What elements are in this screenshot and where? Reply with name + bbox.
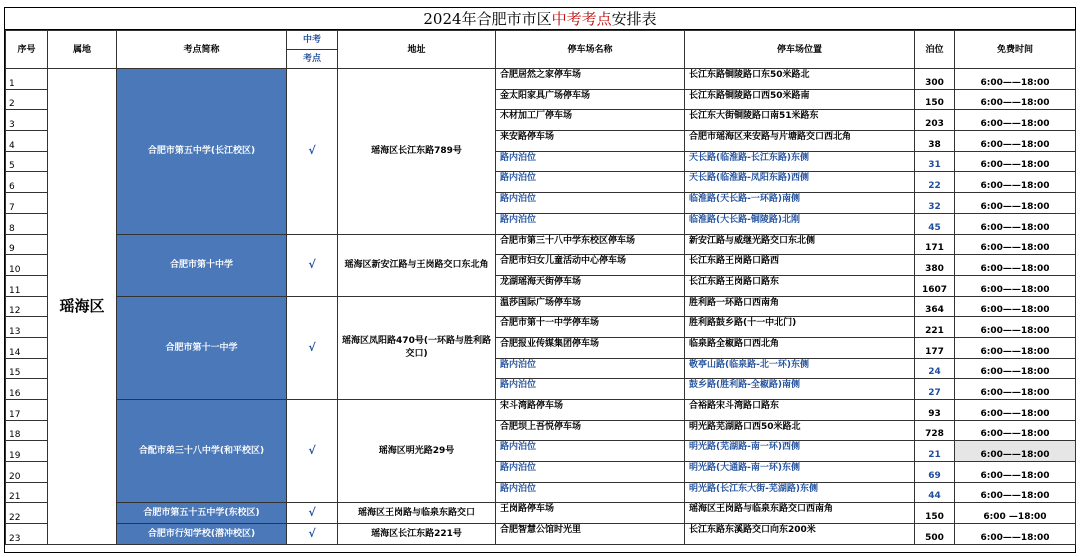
- header-seq: 序号: [6, 31, 48, 69]
- parking-name: 路内泊位: [496, 172, 685, 193]
- parking-location: 临泉路全椒路口西北角: [685, 337, 915, 358]
- district-cell: 瑶海区: [48, 69, 117, 545]
- free-time: 6:00——18:00: [955, 213, 1076, 234]
- row-number: 15: [6, 358, 48, 379]
- row-number: 20: [6, 462, 48, 483]
- free-time: 6:00——18:00: [955, 275, 1076, 296]
- free-time: 6:00——18:00: [955, 379, 1076, 400]
- free-time: 6:00——18:00: [955, 337, 1076, 358]
- free-time: 6:00——18:00: [955, 255, 1076, 276]
- row-number: 8: [6, 213, 48, 234]
- parking-spaces: 69: [915, 462, 955, 483]
- free-time: 6:00——18:00: [955, 151, 1076, 172]
- parking-name: 合肥报业传媒集团停车场: [496, 337, 685, 358]
- free-time: 6:00——18:00: [955, 131, 1076, 152]
- parking-name: 路内泊位: [496, 482, 685, 503]
- table-row: [6, 234, 1076, 255]
- parking-spaces: 1607: [915, 275, 955, 296]
- parking-spaces: 38: [915, 131, 955, 152]
- parking-location: 长江东路东溪路交口向东200米: [685, 524, 915, 545]
- schedule-sheet: [4, 7, 1076, 553]
- parking-location: 天长路(临淮路-凤阳东路)西侧: [685, 172, 915, 193]
- parking-location: 明光路(大通路-南一环)东侧: [685, 462, 915, 483]
- free-time: 6:00——18:00: [955, 482, 1076, 503]
- exam-site-check: √: [287, 503, 338, 524]
- parking-name: 合肥市第三十八中学东校区停车场: [496, 234, 685, 255]
- free-time: 6:00——18:00: [955, 234, 1076, 255]
- exam-site-check: √: [287, 69, 338, 235]
- free-time: 6:00——18:00: [955, 89, 1076, 110]
- parking-spaces: 500: [915, 524, 955, 545]
- parking-location: 鼓乡路(胜利路-全椒路)南侧: [685, 379, 915, 400]
- row-number: 16: [6, 379, 48, 400]
- parking-location: 胜利路一环路口西南角: [685, 296, 915, 317]
- school-name: 合肥市行知学校(潜冲校区): [117, 524, 287, 545]
- parking-name: 宋斗湾路停车场: [496, 400, 685, 421]
- header-exam-top: 中考: [287, 31, 338, 50]
- parking-spaces: 300: [915, 69, 955, 90]
- table-row: [6, 296, 1076, 317]
- row-number: 23: [6, 524, 48, 545]
- school-address: 瑶海区长江东路789号: [338, 69, 496, 235]
- free-time: 6:00——18:00: [955, 462, 1076, 483]
- parking-location: 长江东路铜陵路口西50米路南: [685, 89, 915, 110]
- exam-site-table: [5, 30, 1076, 545]
- row-number: 5: [6, 151, 48, 172]
- school-name: 合肥市第十中学: [117, 234, 287, 296]
- parking-spaces: 24: [915, 358, 955, 379]
- parking-name: 来安路停车场: [496, 131, 685, 152]
- parking-location: 明光路(长江东大街-芜湖路)东侧: [685, 482, 915, 503]
- free-time: 6:00 —18:00: [955, 503, 1076, 524]
- row-number: 21: [6, 482, 48, 503]
- parking-name: 合肥市第十一中学停车场: [496, 317, 685, 338]
- parking-spaces: 728: [915, 420, 955, 441]
- parking-location: 瑶海区王岗路与临泉东路交口西南角: [685, 503, 915, 524]
- school-address: 瑶海区王岗路与临泉东路交口: [338, 503, 496, 524]
- school-address: 瑶海区凤阳路470号(一环路与胜利路交口): [338, 296, 496, 399]
- table-row: [6, 69, 1076, 90]
- parking-location: 长江东路铜陵路口东50米路北: [685, 69, 915, 90]
- school-name: 合肥市第五中学(长江校区): [117, 69, 287, 235]
- school-address: 瑶海区明光路29号: [338, 400, 496, 503]
- parking-location: 长江东路王岗路口路东: [685, 275, 915, 296]
- parking-name: 路内泊位: [496, 151, 685, 172]
- row-number: 7: [6, 193, 48, 214]
- free-time: 6:00——18:00: [955, 524, 1076, 545]
- school-name: 合配市弟三十八中学(和平校区): [117, 400, 287, 503]
- title-prefix: 2024年合肥市市区: [423, 10, 552, 28]
- school-address: 瑶海区长江东路221号: [338, 524, 496, 545]
- free-time: 6:00——18:00: [955, 317, 1076, 338]
- header-exam-bottom: 考点: [287, 50, 338, 69]
- parking-name: 合肥智慧公馆时光里: [496, 524, 685, 545]
- header-school: 考点简称: [117, 31, 287, 69]
- parking-spaces: 150: [915, 89, 955, 110]
- header-district: 属地: [48, 31, 117, 69]
- parking-name: 温莎国际广场停车场: [496, 296, 685, 317]
- parking-spaces: 93: [915, 400, 955, 421]
- free-time: 6:00——18:00: [955, 441, 1076, 462]
- parking-name: 路内泊位: [496, 462, 685, 483]
- free-time: 6:00——18:00: [955, 69, 1076, 90]
- row-number: 1: [6, 69, 48, 90]
- exam-site-check: √: [287, 296, 338, 399]
- parking-spaces: 31: [915, 151, 955, 172]
- row-number: 17: [6, 400, 48, 421]
- parking-name: 路内泊位: [496, 441, 685, 462]
- free-time: 6:00——18:00: [955, 358, 1076, 379]
- parking-spaces: 21: [915, 441, 955, 462]
- title-highlight: 中考考点: [551, 10, 612, 28]
- row-number: 19: [6, 441, 48, 462]
- header-spaces: 泊位: [915, 31, 955, 69]
- parking-location: 胜利路鼓乡路(十一中北门): [685, 317, 915, 338]
- parking-location: 临淮路(天长路-一环路)南侧: [685, 193, 915, 214]
- table-row: [6, 503, 1076, 524]
- parking-name: 木材加工厂停车场: [496, 110, 685, 131]
- free-time: 6:00——18:00: [955, 296, 1076, 317]
- parking-name: 路内泊位: [496, 379, 685, 400]
- parking-location: 长江东大街铜陵路口南51米路东: [685, 110, 915, 131]
- exam-site-check: √: [287, 524, 338, 545]
- parking-spaces: 44: [915, 482, 955, 503]
- parking-location: 天长路(临淮路-长江东路)东侧: [685, 151, 915, 172]
- parking-spaces: 32: [915, 193, 955, 214]
- parking-name: 路内泊位: [496, 358, 685, 379]
- parking-name: 合肥居然之家停车场: [496, 69, 685, 90]
- row-number: 13: [6, 317, 48, 338]
- parking-spaces: 203: [915, 110, 955, 131]
- parking-spaces: 380: [915, 255, 955, 276]
- parking-name: 合肥市妇女儿童活动中心停车场: [496, 255, 685, 276]
- school-address: 瑶海区新安江路与王岗路交口东北角: [338, 234, 496, 296]
- school-name: 合肥市第五十五中学(东校区): [117, 503, 287, 524]
- parking-location: 新安江路与威继光路交口东北侧: [685, 234, 915, 255]
- header-parking-name: 停车场名称: [496, 31, 685, 69]
- row-number: 3: [6, 110, 48, 131]
- parking-spaces: 171: [915, 234, 955, 255]
- parking-location: 敬亭山路(临泉路-北一环)东侧: [685, 358, 915, 379]
- parking-location: 临淮路(大长路-铜陵路)北刚: [685, 213, 915, 234]
- header-parking-location: 停车场位置: [685, 31, 915, 69]
- parking-name: 合肥坝上吾悦停车场: [496, 420, 685, 441]
- free-time: 6:00——18:00: [955, 400, 1076, 421]
- parking-location: 明光路(芜湖路-南一环)西侧: [685, 441, 915, 462]
- parking-spaces: 22: [915, 172, 955, 193]
- parking-name: 路内泊位: [496, 193, 685, 214]
- parking-spaces: 27: [915, 379, 955, 400]
- parking-spaces: 150: [915, 503, 955, 524]
- parking-location: 长江东路王岗路口路西: [685, 255, 915, 276]
- parking-spaces: 177: [915, 337, 955, 358]
- header-free-time: 免费时间: [955, 31, 1076, 69]
- parking-location: 合肥市瑶海区来安路与片塘路交口西北角: [685, 131, 915, 152]
- table-body: [6, 69, 1076, 545]
- parking-spaces: 45: [915, 213, 955, 234]
- row-number: 22: [6, 503, 48, 524]
- school-name: 合肥市第十一中学: [117, 296, 287, 399]
- free-time: 6:00——18:00: [955, 172, 1076, 193]
- parking-location: 明光路芜湖路口西50米路北: [685, 420, 915, 441]
- exam-site-check: √: [287, 234, 338, 296]
- header-address: 地址: [338, 31, 496, 69]
- parking-spaces: 221: [915, 317, 955, 338]
- row-number: 11: [6, 275, 48, 296]
- parking-spaces: 364: [915, 296, 955, 317]
- table-row: [6, 400, 1076, 421]
- row-number: 10: [6, 255, 48, 276]
- free-time: 6:00——18:00: [955, 420, 1076, 441]
- row-number: 6: [6, 172, 48, 193]
- parking-name: 王岗路停车场: [496, 503, 685, 524]
- row-number: 2: [6, 89, 48, 110]
- row-number: 18: [6, 420, 48, 441]
- row-number: 14: [6, 337, 48, 358]
- row-number: 9: [6, 234, 48, 255]
- row-number: 12: [6, 296, 48, 317]
- table-title: [5, 8, 1075, 30]
- table-row: [6, 524, 1076, 545]
- parking-name: 龙湖瑶海天街停车场: [496, 275, 685, 296]
- free-time: 6:00——18:00: [955, 193, 1076, 214]
- parking-name: 金太阳家具广场停车场: [496, 89, 685, 110]
- free-time: 6:00——18:00: [955, 110, 1076, 131]
- parking-location: 合裕路宋斗湾路口路东: [685, 400, 915, 421]
- row-number: 4: [6, 131, 48, 152]
- exam-site-check: √: [287, 400, 338, 503]
- title-suffix: 安排表: [611, 10, 657, 28]
- parking-name: 路内泊位: [496, 213, 685, 234]
